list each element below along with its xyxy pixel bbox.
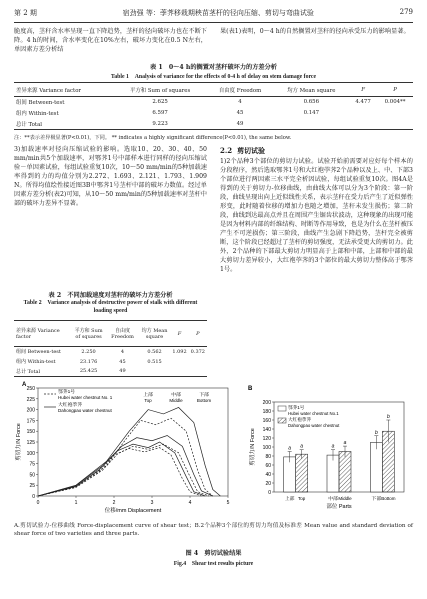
table-cell: 45 xyxy=(119,358,126,365)
series-line-4 xyxy=(38,436,213,496)
x-axis-label: 部位 Parts xyxy=(326,504,352,510)
table-cell: 4.477 xyxy=(355,99,371,106)
table-cell: 总计 Total xyxy=(16,121,43,128)
y-tick-label: 0 xyxy=(32,494,35,500)
y-tick-label: 150 xyxy=(26,429,35,436)
page-header xyxy=(14,8,413,20)
y-tick-label: 180 xyxy=(262,409,271,415)
table1-cn-title: 表 1 0～4 h的搁置对茎秆破坏力的方差分析 xyxy=(150,64,277,71)
journal-issue: 第 2 期 xyxy=(14,9,37,17)
significance-label: a xyxy=(288,445,292,452)
y-tick-label: 250 xyxy=(26,386,35,392)
x-tick-label: 1 xyxy=(74,500,78,506)
table-cell xyxy=(170,357,188,367)
x-tick-label: 下部 xyxy=(371,497,382,502)
table-cell: 4 xyxy=(238,99,242,106)
table-row xyxy=(14,108,413,119)
table-cell: 9.223 xyxy=(152,120,168,127)
table1-header: F xyxy=(361,86,365,93)
table2 xyxy=(14,320,207,377)
legend-label: 鄂荠1号 xyxy=(58,390,76,395)
legend-label-en: Hubei water chestnut No.1 xyxy=(288,411,339,416)
x-tick-label: 中部 xyxy=(328,497,338,502)
legend-label: 鄂荠1号 xyxy=(288,405,305,410)
table-cell: 4 xyxy=(120,348,125,355)
x-tick-label-en: Top xyxy=(298,496,306,501)
bar xyxy=(327,455,339,492)
table1-header: 平方和 Sum of squares xyxy=(129,87,191,94)
x-tick-label: 5 xyxy=(226,500,230,506)
table-cell: 2.250 xyxy=(81,348,96,355)
table2-header-row xyxy=(14,321,207,347)
part-label-en: Middle xyxy=(169,398,183,403)
table-cell xyxy=(189,367,207,377)
left-body-paragraph: 3)加载速率对径向压缩试验的影响。选取10、20、30、40、50 mm/min共5个加载速率，对鄂荠1号中部样本进行同样的径向压缩试验－单因素试验，每组试验重复10次，10～50 mm/min的5种加载速率得到的力的均值分别为2.272、1.693、2.121、1.793、1.909 N。所得均值绘性接近图3B中鄂荠1号茎杆中部的破坏力数值。经过单因素方差分析(表2)可知，从10～50 mm/min的5种加载速率对茎杆中部的破坏力差异不显著。 xyxy=(14,146,207,207)
table-cell: 25.425 xyxy=(79,368,98,375)
table2-header: F xyxy=(177,330,182,337)
table-cell: 45 xyxy=(236,110,244,116)
bar xyxy=(296,454,308,492)
part-label: 上部 xyxy=(143,393,153,398)
table-cell: 组内 Within-test xyxy=(16,111,59,117)
table1-header: 差异来源 Variance factor xyxy=(16,87,82,94)
x-tick-label-en: Middle xyxy=(338,496,352,501)
table-cell: 0.515 xyxy=(147,358,162,365)
y-tick-label: 100 xyxy=(262,445,271,451)
y-axis-label: 剪切力/N Force xyxy=(16,423,22,461)
y-tick-label: 60 xyxy=(265,463,271,469)
table-cell: 组间 Between-test xyxy=(16,100,65,107)
section-number: 2.2 xyxy=(220,146,233,155)
table1-header: 自由度 Freedom xyxy=(218,87,262,94)
table-cell xyxy=(189,357,207,367)
table-cell: 0.372 xyxy=(190,348,205,355)
y-tick-label: 80 xyxy=(265,454,271,460)
significance-label: a xyxy=(343,440,347,447)
table-cell: 0.147 xyxy=(303,110,319,116)
table1 xyxy=(14,82,413,130)
legend-label: 大红袍荸荠 xyxy=(58,403,82,408)
significance-label: a xyxy=(331,443,335,450)
y-tick-label: 200 xyxy=(26,407,35,414)
table-cell: 23.176 xyxy=(79,358,98,365)
table-cell: 总计 Total xyxy=(16,368,41,375)
right-top-paragraph: 果(表1)表明，0～4 h的自然搁置对茎秆的径向承受压力的影响显著。 xyxy=(220,28,410,35)
legend-swatch xyxy=(278,406,286,411)
table-cell: 组间 Between-test xyxy=(16,349,61,356)
panel-label: B xyxy=(248,386,253,392)
part-label: 中部 xyxy=(171,393,181,398)
panel-label: A xyxy=(22,382,27,388)
figure-panel-note: A.剪切试验力-位移曲线 Force-displacement curve of shear test；B.2个品种3个部位的剪切力均值及标准差 Mean value and standard deviation of shear force of two varieties and three parts. xyxy=(14,523,413,537)
table-row xyxy=(14,347,207,357)
y-tick-label: 120 xyxy=(262,436,271,442)
table1-header: 均方 Mean square xyxy=(287,87,336,94)
table-row xyxy=(14,357,207,367)
table1-en-title: Table 1 Analysis of variance for the effects of 0-4 h of delay on stem damage force xyxy=(110,74,317,80)
legend-swatch xyxy=(278,418,286,423)
shear-force-bar-chart xyxy=(244,380,419,518)
legend-label-en: Hubei water chestnut No. 1 xyxy=(58,395,113,400)
y-tick-label: 0 xyxy=(268,490,271,496)
x-tick-label: 3 xyxy=(150,500,154,506)
bar xyxy=(339,452,351,493)
left-top-paragraph: 脆度高，茎秆含水率呈现一直下降趋势，茎杆的径向破坏力也在不断下降。4 h的时间，含水率变化在10%左右，破坏力变化在0.5 N左右，单因素方差分析结 xyxy=(14,28,207,53)
running-title: 宿劲强 等：荸荠移栽期秧苗茎杆的径向压缩、剪切与弯曲试验 xyxy=(122,9,314,17)
table2-header: 平方和 Sum of squares xyxy=(74,328,103,340)
y-tick-label: 175 xyxy=(26,418,35,425)
table-cell: 49 xyxy=(119,368,126,375)
shear-force-displacement-chart xyxy=(14,378,240,518)
section-heading xyxy=(220,146,413,156)
table2-cn-title: 表 2 不同加载速度对茎秆的破坏力方差分析 xyxy=(48,292,173,299)
y-tick-label: 140 xyxy=(262,427,271,433)
y-tick-label: 50 xyxy=(29,472,35,479)
section-title: 剪切试验 xyxy=(237,146,266,155)
right-body-paragraph: 1)2个品种3个部位的剪切力试验。试验开始前需要对应好每个样本的分段程序，然后选取鄂荠1号和大红袍荸荠2个品种以及上、中、下部3个部位进行两因素三水平完全析因试验，每组试验重复10次。图4A是得到的关于剪切力-位移曲线，由曲线大体可以分为3个阶段：第一阶段，曲线呈现出向上近似线性关系，表示茎秆在受力后产生了近似弹性形变，此时随着位移的增加力也随之增加，茎秆未发生损伤；第二阶段，曲线到达最高点并且在周围产生锯齿状波动，这种现象的出现可能是因为材料内部的纤维结构、时断等作用导致，也是为什么在茎杆被压产生不可逆损伤；第三阶段，曲线产生急剧下降趋势，茎杆完全被剪断，这个阶段已经超过了茎杆的剪切强度，无法承受更大的剪切力。此外，2个品种的下部最大剪切力明显高于上部和中部，上部和中部的最大剪切力差异较小，大红袍荸荠的3个部位的最大剪切力整体高于鄂荠1号。 xyxy=(220,158,413,273)
table1-header-row xyxy=(14,83,413,97)
table2-header: P xyxy=(196,330,200,337)
table-cell xyxy=(170,367,188,377)
y-tick-label: 225 xyxy=(26,396,35,403)
table2-header: 自由度 Freedom xyxy=(111,328,134,340)
series-line-5 xyxy=(38,407,220,496)
header-rule xyxy=(14,22,413,23)
table-cell xyxy=(377,119,413,130)
part-label-en: Bottom xyxy=(196,398,212,403)
y-tick-label: 160 xyxy=(262,418,271,424)
figure-en-caption: Fig.4 Shear test results picture xyxy=(173,561,254,567)
part-label-en: Top xyxy=(144,398,152,403)
x-tick-label: 4 xyxy=(188,500,192,506)
table2-header: 均方 Mean square xyxy=(141,328,168,340)
y-tick-label: 20 xyxy=(265,481,271,487)
table-cell: 6.597 xyxy=(152,110,168,116)
table-cell: 0.656 xyxy=(303,99,319,106)
legend-label: 大红袍荸荠 xyxy=(288,417,311,422)
table-row xyxy=(14,367,207,377)
table2-header: 差异来源 Variance factor xyxy=(16,328,60,340)
y-tick-label: 125 xyxy=(26,440,35,446)
table-cell xyxy=(349,119,377,130)
table1-header: P xyxy=(393,86,397,93)
table-cell: 49 xyxy=(236,120,244,127)
part-label: 下部 xyxy=(199,393,209,398)
y-tick-label: 100 xyxy=(26,450,35,457)
table-cell xyxy=(377,108,413,119)
table-cell: 0.004** xyxy=(384,99,406,106)
significance-label: b xyxy=(386,414,390,420)
table1-note: 注：**表示差异极显著(P<0.01)，下同。 ** indicates a highly significant difference(P<0.01), the same below. xyxy=(14,135,292,141)
table2-en-title: Table 2 Variance analysis of destructive power of stalk with different loading speed xyxy=(23,300,198,314)
table-cell: 1.092 xyxy=(172,348,187,355)
y-tick-label: 25 xyxy=(29,483,35,490)
legend-label-en: Dahongpao water chestnut xyxy=(288,423,340,428)
table-row xyxy=(14,119,413,130)
significance-label: a xyxy=(300,443,304,450)
y-axis-label: 剪切力/N Force xyxy=(250,428,256,466)
table-cell xyxy=(349,108,377,119)
x-tick-label: 2 xyxy=(112,500,116,506)
legend-label-en: Dahongpao water chestnut xyxy=(58,408,112,413)
bar xyxy=(370,443,382,493)
page-number: 279 xyxy=(399,8,413,16)
y-tick-label: 40 xyxy=(265,472,271,478)
x-axis-label: 位移/mm Displacement xyxy=(104,508,162,514)
table-cell: 2.625 xyxy=(152,99,168,106)
y-tick-label: 200 xyxy=(262,400,271,406)
x-tick-label: 0 xyxy=(36,500,40,506)
x-tick-label: 上部 xyxy=(284,497,295,502)
figure-cn-caption: 图 4 剪切试验结果 xyxy=(185,550,242,557)
table-cell xyxy=(139,367,171,377)
table-row xyxy=(14,97,413,108)
series-line-3 xyxy=(38,442,205,496)
significance-label: b xyxy=(374,429,378,436)
table-cell: 组内 Within-test xyxy=(16,359,56,365)
table-cell xyxy=(274,119,350,130)
table-cell: 0.562 xyxy=(147,348,162,355)
y-tick-label: 75 xyxy=(29,461,35,468)
x-tick-label-en: Bottom xyxy=(381,496,396,501)
